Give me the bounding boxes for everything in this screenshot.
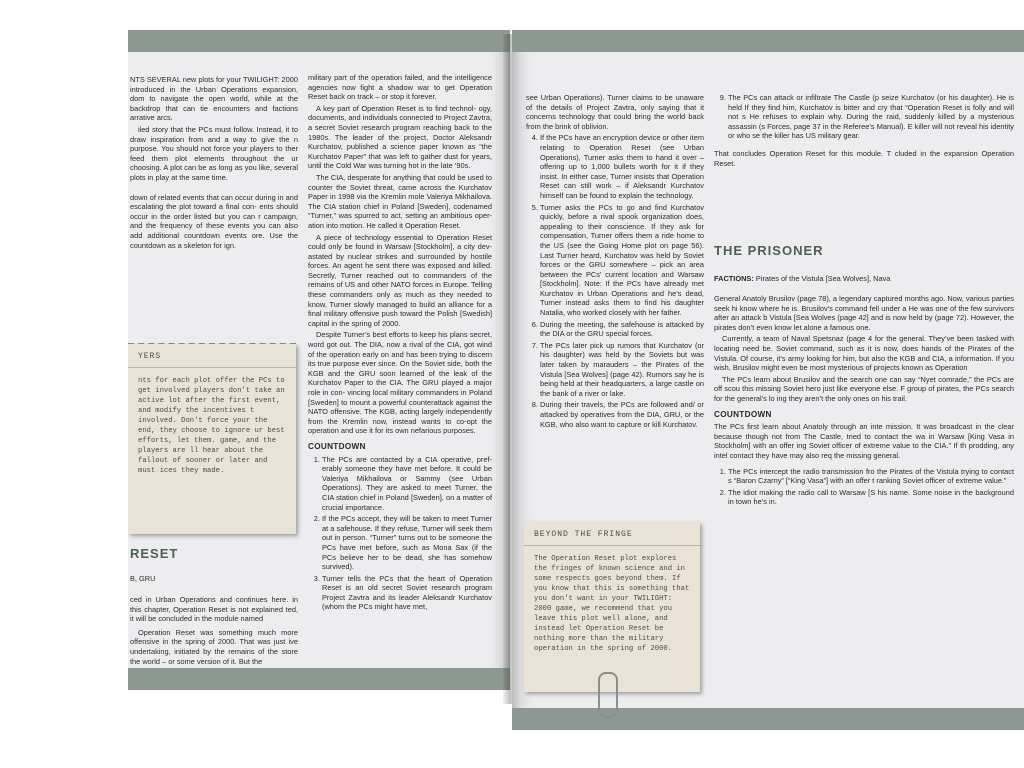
countdown-heading: COUNTDOWN — [308, 441, 366, 451]
right-column-1 — [526, 93, 704, 431]
right-column-2 — [714, 93, 1014, 170]
countdown-item: 1. The PCs intercept the radio transmission fro the Pirates of the Vistula trying to contact s “Baron Czarny” [“King Vasa”] with an offer t ranking Soviet officer of extreme value.” — [728, 467, 1014, 486]
left-column-2 — [308, 73, 492, 614]
right-column-2-body — [714, 294, 1014, 509]
countdown-item: 6. During the meeting, the safehouse is attacked by the DIA or the GRU special forces. — [540, 320, 704, 339]
note-body: nts for each plot offer the PCs to get involved players don't take an active lot after the first event, and modify the incentives t involved. Don't force your the end, they choose to ignore ur best efforts, let them. game, and the players are ll hear about the fallout of sooner or later and must ices they made. — [138, 377, 285, 475]
body-paragraph: see Urban Operations). Turner claims to be unaware of the details of Project Zavtra, only saying that it concerns technology that could bring the world back from the brink of oblivion. — [526, 93, 704, 131]
body-paragraph: That concludes Operation Reset for this module. T cluded in the expansion Operation Reset. — [714, 148, 1014, 168]
left-column-1 — [130, 75, 298, 252]
left-page — [128, 30, 510, 690]
players-sidebar-note — [128, 344, 296, 534]
countdown-item: 8. During their travels, the PCs are followed and/ or attacked by operatives from the DIA, GRU, or the KGB, who also want to capture or kill Kurchatov. — [540, 400, 704, 429]
right-page-bottom-band — [512, 708, 1024, 730]
intro-paragraph: NTS SEVERAL new plots for your TWILIGHT: 2000 introduced in the Urban Operations expansion, dom to navigate the open world, while at the backdrop that can tie encounters and factions arrative arcs. — [130, 75, 298, 123]
left-page-top-band — [128, 30, 510, 52]
countdown-intro: down of related events that can occur during in and escalating the plot toward a final con- ents should occur in the order listed but you can r campaign, and the frequency of these events you can also add additional countdown events ore. Use the countdown as a skeleton for ign. — [130, 192, 298, 250]
countdown-item: 7. The PCs later pick up rumors that Kurchatov (or his daughter) was held by the Soviets but was later taken by marauders – the Pirates of the Vistula [Sea Wolves] (page 42). Rumors say he is being held at their headquarters, a large castle on the bank of a river or lake. — [540, 341, 704, 399]
countdown-list — [714, 467, 1014, 507]
factions-line: B, GRU — [130, 574, 156, 583]
countdown-list — [526, 133, 704, 429]
countdown-item: 2. The idiot making the radio call to Warsaw [S his name. Some noise in the background in town he’s in. — [728, 488, 1014, 507]
body-paragraph: The PCs first learn about Anatoly through an inte mission. It was broadcast in the clear because though not from The Castle, tried to contact the wa in Warsaw [King Vasa in Stockholm] with an offer ing Soviet officer of extreme value to the CIA.” If th prodding, any intel contact they have may also req the missing general. — [714, 422, 1014, 460]
right-page — [512, 30, 1024, 730]
factions-label: FACTIONS: — [714, 274, 754, 283]
countdown-list — [714, 93, 1014, 141]
beyond-the-fringe-note — [524, 522, 700, 692]
note-title: BEYOND THE FRINGE — [524, 522, 700, 546]
section-title: THE PRISONER — [714, 243, 824, 258]
factions-line — [714, 274, 890, 283]
countdown-item: 4. If the PCs have an encryption device or other item relating to Operation Reset (see Urban Operations), Turner asks them to hand it over – offering up to 1,000 bullets worth for it if they insist. In either case, Turner insists that Operation Reset can still work – if Aleksandr Kurchatov himself can be found to explain the technology. — [540, 133, 704, 200]
countdown-item: 3. Turner tells the PCs that the heart of Operation Reset is an old secret Soviet research program Project Zavtra and its leader Aleksandr Kurchatov (whom the PCs might have met, — [322, 574, 492, 612]
body-paragraph: Operation Reset was something much more offensive in the spring of 2000. That was just ive undertaking, initiated by the remains of the store the world – or some version of it. But the — [130, 627, 298, 666]
paperclip-icon — [598, 672, 618, 718]
countdown-heading: COUNTDOWN — [714, 409, 772, 419]
body-paragraph: The PCs learn about Brusilov and the search one can say “Nyet comrade,” the PCs are off scou this missing Soviet hero just like everyone else. F group of pirates, the PCs search for the general’s lo ing they aren’t the only ones on his trail. — [714, 374, 1014, 403]
countdown-item: 9. The PCs can attack or infiltrate The Castle (p seize Kurchatov (or his daughter). He is held If they find him, Kurchatov is bitter and cry that “Operation Reset is folly and will not s He refuses to explain why. During the raid, suddenly killed by a mysterious assassin (s Forces, page 37 in the Referee’s Manual). E killer will not reveal his identity or who se the killer has US military gear. — [728, 93, 1014, 141]
body-paragraph: Despite Turner’s best efforts to keep his plans secret, word got out. The DIA, now a rival of the CIA, got wind of the operation early on and has been trying to discern its true purpose ever since. On the Soviet side, both the KGB and the GRU soon learned of the leak of the Kurchatov Paper to the CIA. The GRU played a major role in con- vincing local military commanders in Poland [Sweden] to mount a powerful counterattack against the NATO offensive. The KGB, acting largely independently from the Kremlin now, instead wants to co-opt the operation and use it for its own nefarious purposes. — [308, 330, 492, 436]
body-paragraph: military part of the operation failed, and the intelligence agencies now fight a shadow war to get Operation Reset back on track – or stop it forever. — [308, 73, 492, 102]
note-body: The Operation Reset plot explores the fringes of known science and in some respects goes beyond them. If you know that this is something that you don't want in your TWILIGHT: 2000 game, we recommend that you leave this plot well alone, and instead let Operation Reset be nothing more than the military operation in the spring of 2000. — [534, 555, 690, 653]
countdown-item: 5. Turner asks the PCs to go and find Kurchatov quickly, before a rival spook organization does, appealing to their conscience. If they ask for compensation, Turner offers them a ride home to the US (see the Going Home plot on page 56). Last Turner heard, Kurchatov was held by Soviet forces or the GRU somewhere – pick an area between the PCs’ current location and Warsaw [Stockholm]. Note: If the PCs have already met Kurchatov in Urban Operations and he’s dead, Turner instead asks them to find his daughter Natalia, who worked closely with her father. — [540, 203, 704, 318]
body-paragraph: The CIA, desperate for anything that could be used to counter the Soviet threat, came across the Kurchatov Paper in 1998 via the Kremlin mole Valeriya Mikhailova. The CIA station chief in Poland [Sweden], codenamed “Turner,” was spurred to act, setting an ambitious oper- ation into motion. He called it Operation Reset. — [308, 172, 492, 230]
section-title: RESET — [130, 546, 179, 561]
body-paragraph: ced in Urban Operations and continues here. in this chapter, Operation Reset is not explained ted, it will be concluded in the module named — [130, 595, 298, 624]
body-paragraph: A piece of technology essential to Operation Reset could only be found in Warsaw [Stockholm], a city dev- astated by nuclear strikes and surrounded by hostile forces. An agent he sent there was exposed and killed. Secretly, Turner reached out to commanders of the remains of US and other NATO forces in Europe. Telling these commanders only as much as they needed to know, Turner slowly managed to build an alliance for a final military offensive push toward the Polish [Swedish] capital in the spring of 2000. — [308, 232, 492, 328]
countdown-list — [308, 455, 492, 613]
body-paragraph: Currently, a team of Naval Spetsnaz (page 4 for the general. They’ve been tasked with locating need be. Soviet command, such as it is now, does hands of the Pirates of the Vistula. Of course, it’s army looking for him, but also the KGB and CIA, a information. If you wish, Brusilov might even be most mysterious of projects known as Operation — [714, 334, 1014, 373]
left-column-1-body — [130, 595, 298, 668]
countdown-item: 1. The PCs are contacted by a CIA operative, pref- erably someone they have met before. It could be Valeriya Mikhailova or Sammy (see Urban Operations). They are asked to meet Turner, the CIA station chief in Poland [Sweden], on a matter of crucial importance. — [322, 455, 492, 513]
right-page-top-band — [512, 30, 1024, 52]
countdown-item: 2. If the PCs accept, they will be taken to meet Turner at a safehouse. If they refuse, Turner will seek them out in person. “Turner” turns out to be someone the PCs have met before, such as Mona Sax (if the PCs believe her to be dead, she has somehow survived). — [322, 514, 492, 572]
body-paragraph: A key part of Operation Reset is to find technol- ogy, documents, and individuals connected to Project Zavtra, a secret Soviet research program reaching back to the 1980s. The leader of the project, Doctor Aleksandr Kurchatov, published a science paper known as “the Kurchatov Paper” that was left to gather dust for years, until the Cold War was turning hot in the late ’90s. — [308, 103, 492, 171]
intro-paragraph: iled story that the PCs must follow. Instead, it to draw inspiration from and a way to give the n purpose. You should not force your players to ther feed them plot elements throughout the ur choosing. A plot can be as long as you like, several plots in play at the same time. — [130, 124, 298, 182]
left-page-bottom-band — [128, 668, 510, 690]
factions-value: Pirates of the Vistula [Sea Wolves], Nava — [755, 274, 891, 283]
note-title: YERS — [128, 344, 296, 368]
body-paragraph: General Anatoly Brusilov (page 78), a legendary captured months ago. Now, various parties seek hi know where he is. Brusilov’s command fell under a He was one of the few survivors after an attack b Vistula [Sea Wolves (page 42] and is now held by (page 72). However, the pirates don’t even know let alone a famous one. — [714, 294, 1014, 332]
